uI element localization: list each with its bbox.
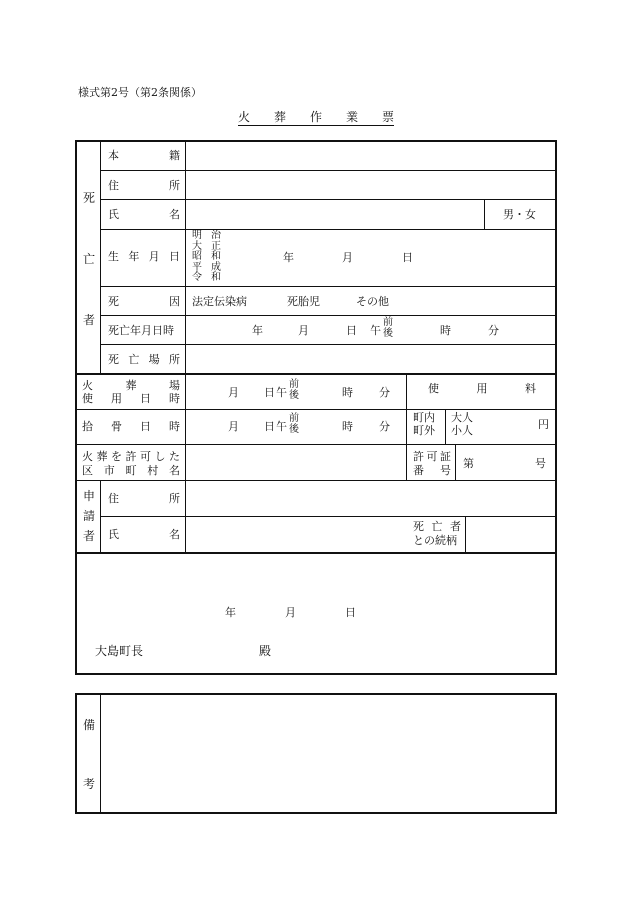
relation-label-line1: 死 亡 者 xyxy=(413,520,461,533)
permit-go: 号 xyxy=(535,457,546,470)
applicant-group-label: 申 請 者 xyxy=(83,489,96,543)
birth-label: 生 年 月 日 xyxy=(108,250,180,263)
footer-day: 日 xyxy=(345,606,356,619)
cremation-day: 日 xyxy=(264,386,275,399)
permit-no-label-line2: 番 号 xyxy=(413,464,451,477)
bone-month: 月 xyxy=(228,420,239,433)
deceased-group-label: 死 亡 者 xyxy=(83,191,96,327)
cremation-minute: 分 xyxy=(379,386,390,399)
death-day: 日 xyxy=(346,324,357,337)
death-year: 年 xyxy=(252,324,263,337)
death-hour: 時 xyxy=(440,324,451,337)
death-minute: 分 xyxy=(488,324,499,337)
deceased-name-label: 氏 名 xyxy=(108,208,180,221)
remarks-label-2: 考 xyxy=(83,777,96,791)
fee-class-labels: 大人 小人 xyxy=(451,411,473,437)
death-place-label: 死 亡 場 所 xyxy=(108,353,180,366)
cremation-noon: 午 xyxy=(276,386,287,399)
cremation-ampm: 前 後 xyxy=(289,379,299,401)
footer-year: 年 xyxy=(225,606,236,619)
yen-label: 円 xyxy=(538,418,549,431)
permit-dai: 第 xyxy=(463,457,474,470)
form-title: 火 葬 作 業 票 xyxy=(238,110,394,124)
applicant-address-label: 住 所 xyxy=(108,492,180,505)
death-datetime-label: 死亡年月日時 xyxy=(108,324,174,337)
bone-minute: 分 xyxy=(379,420,390,433)
cause-label: 死 因 xyxy=(108,295,180,308)
area-labels: 町内 町外 xyxy=(413,411,435,437)
cause-option-other[interactable]: その他 xyxy=(356,295,389,308)
remarks-box xyxy=(75,693,557,814)
cremation-label-line2: 使 用 日 時 xyxy=(82,392,180,405)
permit-label-line1: 火 葬 を 許 可 し た xyxy=(82,450,180,463)
dono-label: 殿 xyxy=(259,644,272,658)
cremation-label-line1: 火 葬 場 xyxy=(82,379,180,392)
relation-label-line2: との続柄 xyxy=(413,534,457,547)
footer-month: 月 xyxy=(285,606,296,619)
death-month: 月 xyxy=(298,324,309,337)
cremation-hour: 時 xyxy=(342,386,353,399)
applicant-name-label: 氏 名 xyxy=(108,528,180,541)
permit-label-line2: 区 市 町 村 名 xyxy=(82,464,180,477)
cremation-month: 月 xyxy=(228,386,239,399)
bone-label: 拾 骨 日 時 xyxy=(82,420,180,433)
bone-ampm: 前 後 xyxy=(289,413,299,435)
birth-month: 月 xyxy=(342,251,353,264)
bone-noon: 午 xyxy=(276,420,287,433)
birth-day: 日 xyxy=(402,251,413,264)
cause-option-infectious[interactable]: 法定伝染病 xyxy=(192,295,247,308)
sex-field[interactable]: 男・女 xyxy=(503,208,536,221)
death-ampm: 前 後 xyxy=(383,317,393,339)
cause-option-stillbirth[interactable]: 死胎児 xyxy=(287,295,320,308)
deceased-address-label: 住 所 xyxy=(108,179,180,192)
bone-day: 日 xyxy=(264,420,275,433)
remarks-label-1: 備 xyxy=(83,718,96,732)
death-noon: 午 xyxy=(370,324,381,337)
fee-label: 使 用 料 xyxy=(428,382,536,395)
era-list: 明 治 大 正 昭 和 平 成 令 和 xyxy=(192,230,221,283)
form-number: 様式第2号（第2条関係） xyxy=(78,86,202,99)
mayor-label: 大島町長 xyxy=(95,644,144,658)
permit-no-label-line1: 許 可 証 xyxy=(413,450,451,463)
bone-hour: 時 xyxy=(342,420,353,433)
birth-year: 年 xyxy=(283,251,294,264)
honseki-label: 本 籍 xyxy=(108,149,180,162)
